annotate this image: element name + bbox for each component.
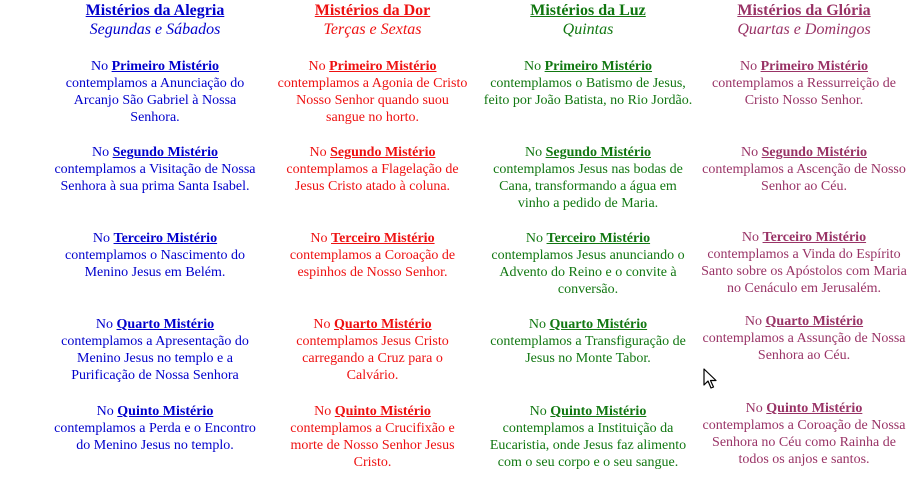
mystery-item bbox=[275, 403, 470, 471]
column-header bbox=[50, 1, 260, 40]
mystery-ordinal-link[interactable]: Segundo Mistério bbox=[112, 145, 218, 160]
mystery-item bbox=[700, 400, 908, 468]
mystery-prefix: No bbox=[744, 314, 766, 329]
mystery-text: contemplamos a Coroação de espinhos de Nosso Senhor. bbox=[289, 248, 456, 280]
mystery-ordinal-link[interactable]: Quarto Mistério bbox=[116, 317, 215, 332]
mystery-ordinal-link[interactable]: Primeiro Mistério bbox=[111, 59, 220, 74]
column-days: Quintas bbox=[562, 21, 614, 38]
mystery-prefix: No bbox=[314, 404, 335, 419]
mystery-text: contemplamos a Transfiguração de Jesus no Monte Tabor. bbox=[490, 334, 686, 366]
mystery-item bbox=[483, 316, 693, 367]
mystery-ordinal-link[interactable]: Quarto Mistério bbox=[334, 317, 432, 332]
mystery-ordinal-link[interactable]: Quinto Mistério bbox=[766, 401, 863, 416]
mystery-text: contemplamos a Flagelação de Jesus Cristo atado à coluna. bbox=[286, 162, 459, 194]
mystery-text: contemplamos Jesus anunciando o Advento do Reino e o convite à conversão. bbox=[491, 248, 685, 297]
mystery-ordinal-link[interactable]: Terceiro Mistério bbox=[113, 231, 218, 246]
column-title[interactable]: Mistérios da Luz bbox=[530, 2, 646, 19]
mystery-item bbox=[50, 58, 260, 126]
column-header bbox=[700, 1, 908, 40]
mystery-prefix: No bbox=[741, 230, 763, 245]
mystery-text: contemplamos a Visitação de Nossa Senhora à sua prima Santa Isabel. bbox=[54, 162, 256, 194]
mystery-prefix: No bbox=[309, 145, 331, 160]
column-days: Quartas e Domingos bbox=[737, 21, 871, 38]
mystery-ordinal-link[interactable]: Primeiro Mistério bbox=[760, 59, 869, 74]
column-header bbox=[275, 1, 470, 40]
mystery-ordinal-link[interactable]: Terceiro Mistério bbox=[546, 231, 651, 246]
mystery-item bbox=[50, 230, 260, 281]
mystery-text: contemplamos a Instituição da Eucaristia, onde Jesus faz alimento com o seu corpo e o seu sangue. bbox=[489, 421, 687, 470]
mystery-prefix: No bbox=[528, 317, 550, 332]
mystery-ordinal-link[interactable]: Primeiro Mistério bbox=[544, 59, 653, 74]
mystery-item bbox=[275, 316, 470, 384]
mystery-item bbox=[50, 403, 260, 454]
mystery-prefix: No bbox=[308, 59, 330, 74]
mystery-item bbox=[50, 144, 260, 195]
column-days: Terças e Sextas bbox=[323, 21, 422, 38]
mystery-ordinal-link[interactable]: Primeiro Mistério bbox=[329, 59, 437, 74]
mystery-text: contemplamos a Agonia de Cristo Nosso Senhor quando suou sangue no horto. bbox=[277, 76, 468, 125]
mystery-text: contemplamos a Ressurreição de Cristo Nosso Senhor. bbox=[712, 76, 896, 108]
mystery-ordinal-link[interactable]: Segundo Mistério bbox=[330, 145, 436, 160]
column-days: Segundas e Sábados bbox=[89, 21, 221, 38]
mystery-ordinal-link[interactable]: Segundo Mistério bbox=[761, 145, 867, 160]
mystery-text: contemplamos a Crucifixão e morte de Nosso Senhor Jesus Cristo. bbox=[290, 421, 455, 470]
mystery-prefix: No bbox=[95, 317, 117, 332]
mystery-ordinal-link[interactable]: Quinto Mistério bbox=[334, 404, 431, 419]
mystery-text: contemplamos a Perda e o Encontro do Menino Jesus no templo. bbox=[54, 421, 256, 453]
mystery-item bbox=[50, 316, 260, 384]
mystery-item bbox=[275, 144, 470, 195]
mystery-prefix: No bbox=[525, 231, 547, 246]
mystery-ordinal-link[interactable]: Quarto Mistério bbox=[549, 317, 648, 332]
mystery-ordinal-link[interactable]: Terceiro Mistério bbox=[331, 231, 435, 246]
mystery-text: contemplamos a Vinda do Espírito Santo sobre os Apóstolos com Maria no Cenáculo em Jerusalém. bbox=[701, 247, 907, 296]
column-header bbox=[483, 1, 693, 40]
column-title[interactable]: Mistérios da Alegria bbox=[85, 2, 225, 19]
mystery-text: contemplamos Jesus nas bodas de Cana, transformando a água em vinho a pedido de Maria. bbox=[493, 162, 683, 211]
mystery-text: contemplamos o Nascimento do Menino Jesus em Belém. bbox=[64, 248, 246, 280]
mystery-text: contemplamos a Assunção de Nossa Senhora ao Céu. bbox=[702, 331, 906, 363]
mystery-prefix: No bbox=[529, 404, 551, 419]
mystery-item bbox=[483, 403, 693, 471]
mystery-prefix: No bbox=[739, 59, 761, 74]
mystery-item bbox=[700, 229, 908, 297]
mystery-text: contemplamos a Apresentação do Menino Jesus no templo e a Purificação de Nossa Senhora bbox=[61, 334, 249, 383]
mystery-item bbox=[700, 144, 908, 195]
mystery-prefix: No bbox=[310, 231, 332, 246]
mystery-ordinal-link[interactable]: Segundo Mistério bbox=[545, 145, 651, 160]
mystery-ordinal-link[interactable]: Terceiro Mistério bbox=[762, 230, 867, 245]
mystery-item bbox=[483, 58, 693, 109]
mystery-prefix: No bbox=[313, 317, 335, 332]
mystery-item bbox=[275, 58, 470, 126]
mystery-item bbox=[700, 58, 908, 109]
mystery-ordinal-link[interactable]: Quarto Mistério bbox=[765, 314, 864, 329]
mouse-pointer-icon bbox=[703, 368, 717, 390]
mystery-text: contemplamos a Anunciação do Arcanjo São Gabriel à Nossa Senhora. bbox=[65, 76, 245, 125]
mystery-item bbox=[483, 144, 693, 212]
mystery-text: contemplamos a Ascenção de Nosso Senhor ao Céu. bbox=[702, 162, 906, 194]
mystery-prefix: No bbox=[523, 59, 545, 74]
mystery-ordinal-link[interactable]: Quinto Mistério bbox=[550, 404, 647, 419]
mystery-prefix: No bbox=[740, 145, 762, 160]
mystery-item bbox=[700, 313, 908, 364]
mystery-item bbox=[275, 230, 470, 281]
mystery-prefix: No bbox=[524, 145, 546, 160]
column-title[interactable]: Mistérios da Glória bbox=[737, 2, 871, 19]
mystery-prefix: No bbox=[91, 145, 113, 160]
mystery-text: contemplamos o Batismo de Jesus, feito por João Batista, no Rio Jordão. bbox=[483, 76, 693, 108]
column-title[interactable]: Mistérios da Dor bbox=[314, 2, 431, 19]
mystery-item bbox=[483, 230, 693, 298]
mystery-ordinal-link[interactable]: Quinto Mistério bbox=[117, 404, 214, 419]
mystery-prefix: No bbox=[745, 401, 767, 416]
mystery-text: contemplamos Jesus Cristo carregando a Cruz para o Calvário. bbox=[296, 334, 449, 383]
mystery-prefix: No bbox=[96, 404, 118, 419]
mystery-prefix: No bbox=[90, 59, 112, 74]
mystery-prefix: No bbox=[92, 231, 114, 246]
mystery-text: contemplamos a Coroação de Nossa Senhora no Céu como Rainha de todos os anjos e santos. bbox=[702, 418, 906, 467]
